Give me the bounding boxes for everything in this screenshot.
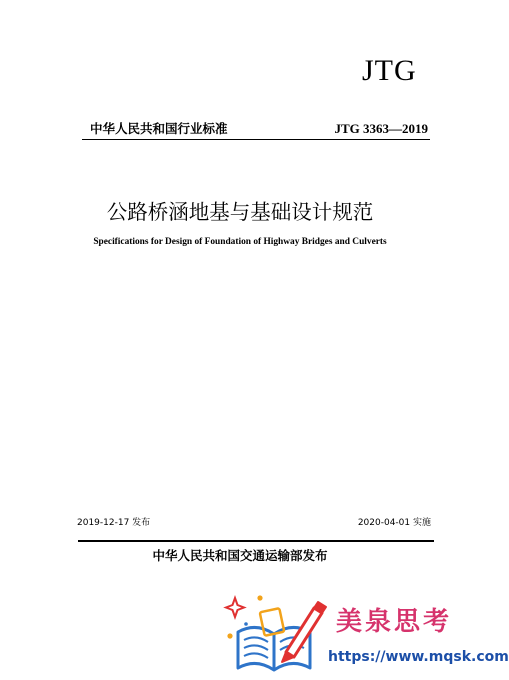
standard-code-mark: JTG bbox=[362, 54, 417, 87]
implementation-date: 2020-04-01 实施 bbox=[357, 518, 431, 528]
watermark-logo bbox=[222, 592, 334, 674]
standard-category: 中华人民共和国行业标准 bbox=[90, 121, 228, 136]
watermark-url[interactable]: https://www.mqsk.com bbox=[328, 649, 509, 665]
document-title-chinese: 公路桥涵地基与基础设计规范 bbox=[106, 200, 374, 224]
bottom-divider bbox=[78, 540, 434, 542]
top-divider bbox=[82, 139, 430, 140]
watermark-brand-text: 美泉思考 bbox=[336, 607, 453, 637]
issue-date: 2019-12-17 发布 bbox=[77, 518, 151, 528]
sparkle-icon bbox=[226, 595, 263, 638]
publisher: 中华人民共和国交通运输部发布 bbox=[152, 548, 328, 563]
standard-number: JTG 3363—2019 bbox=[334, 121, 428, 136]
pen-icon bbox=[282, 602, 326, 662]
document-title-english: Specifications for Design of Foundation of Highway Bridges and Culverts bbox=[93, 237, 387, 247]
